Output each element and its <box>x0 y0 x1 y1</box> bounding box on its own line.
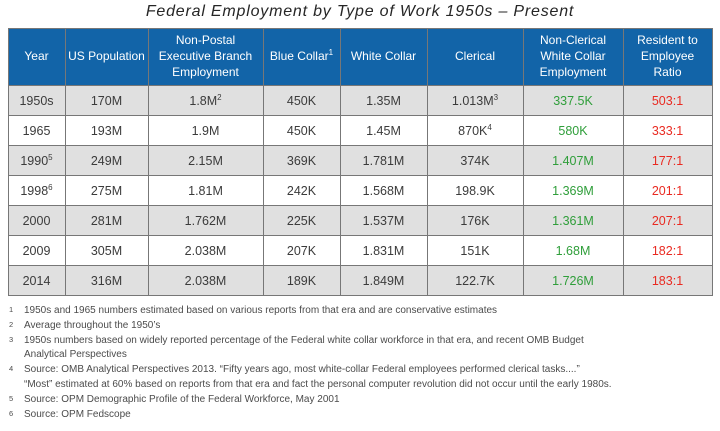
cell-blue-collar: 189K <box>263 266 340 296</box>
cell-non-clerical: 1.361M <box>523 206 623 236</box>
cell-non-postal: 1.9M <box>148 116 263 146</box>
cell-clerical: 151K <box>427 236 523 266</box>
cell-white-collar: 1.831M <box>340 236 427 266</box>
footnote-number: 1 <box>9 305 14 314</box>
cell-us-population: 170M <box>65 86 148 116</box>
cell-non-clerical: 1.369M <box>523 176 623 206</box>
cell-non-postal: 2.15M <box>148 146 263 176</box>
cell-non-postal: 1.762M <box>148 206 263 236</box>
cell-white-collar: 1.849M <box>340 266 427 296</box>
footnote-text: “Most” estimated at 60% based on reports from that era and fact the personal computer revolution did not occur until the early 1980s. <box>24 378 612 390</box>
cell-clerical: 176K <box>427 206 523 236</box>
cell-blue-collar: 242K <box>263 176 340 206</box>
federal-employment-table <box>8 28 713 296</box>
footnote-3 <box>0 334 720 364</box>
cell-white-collar: 1.537M <box>340 206 427 236</box>
table-row-2000 <box>8 206 712 236</box>
cell-non-clerical: 1.68M <box>523 236 623 266</box>
footnote-number: 2 <box>9 319 14 329</box>
col-header-non-postal-executive-branch: Non-Postal Executive Branch Employment <box>148 29 263 86</box>
cell-blue-collar: 207K <box>263 236 340 266</box>
cell-non-clerical: 337.5K <box>523 86 623 116</box>
table-row-1965 <box>8 116 712 146</box>
cell-non-clerical: 1.407M <box>523 146 623 176</box>
cell-year: 2009 <box>8 236 65 266</box>
footnote-text: Source: OPM Fedscope <box>24 408 131 420</box>
table-row-2009 <box>8 236 712 266</box>
footnote-4 <box>0 363 720 393</box>
footnote-6 <box>0 408 720 423</box>
col-header-non-clerical-white-collar: Non-Clerical White Collar Employment <box>523 29 623 86</box>
table-row-2014 <box>8 266 712 296</box>
cell-year: 1990$^5$ <box>8 146 65 176</box>
footnote-text: 1950s and 1965 numbers estimated based on various reports from that era and are conservative estimates <box>24 305 498 316</box>
cell-clerical: 198.9K <box>427 176 523 206</box>
cell-clerical: $1.013M^3$ <box>427 86 523 116</box>
cell-us-population: 316M <box>65 266 148 296</box>
cell-ratio: 201:1 <box>623 176 712 206</box>
cell-year: 1950s <box>8 86 65 116</box>
footnote-number: 6 <box>9 408 14 418</box>
cell-non-clerical: 580K <box>523 116 623 146</box>
cell-white-collar: 1.45M <box>340 116 427 146</box>
footnote-number: 3 <box>9 334 14 344</box>
cell-blue-collar: 225K <box>263 206 340 236</box>
cell-white-collar: 1.568M <box>340 176 427 206</box>
cell-us-population: 305M <box>65 236 148 266</box>
cell-white-collar: 1.781M <box>340 146 427 176</box>
cell-us-population: 281M <box>65 206 148 236</box>
table-row-1998 <box>8 176 712 206</box>
footnote-number: 5 <box>9 393 14 403</box>
cell-non-postal: 1.81M <box>148 176 263 206</box>
cell-non-postal: 2.038M <box>148 266 263 296</box>
cell-non-postal: 2.038M <box>148 236 263 266</box>
cell-year: 1998$^6$ <box>8 176 65 206</box>
footnote-text: Source: OPM Demographic Profile of the Federal Workforce, May 2001 <box>24 393 340 405</box>
table-row-1950s <box>8 86 712 116</box>
cell-us-population: 249M <box>65 146 148 176</box>
cell-blue-collar: 450K <box>263 86 340 116</box>
col-header-year: Year <box>8 29 65 86</box>
cell-us-population: 275M <box>65 176 148 206</box>
cell-ratio: 177:1 <box>623 146 712 176</box>
footnote-text: 1950s numbers based on widely reported percentage of the Federal white collar workforce in that era, and recent OMB Budget <box>24 334 584 346</box>
cell-white-collar: 1.35M <box>340 86 427 116</box>
cell-ratio: 182:1 <box>623 236 712 266</box>
footnote-text: Source: OMB Analytical Perspectives 2013. “Fifty years ago, most white-collar Federal employees performed clerical tasks....” <box>24 364 580 376</box>
cell-non-postal: $1.8M^2$ <box>148 86 263 116</box>
page <box>0 2 720 422</box>
cell-us-population: 193M <box>65 116 148 146</box>
cell-ratio: 207:1 <box>623 206 712 236</box>
page-title: Federal Employment by Type of Work 1950s – Present <box>145 3 575 20</box>
footnote-1 <box>0 304 720 319</box>
col-header-resident-employee-ratio: Resident to Employee Ratio <box>623 29 712 86</box>
cell-clerical: 374K <box>427 146 523 176</box>
cell-clerical: 122.7K <box>427 266 523 296</box>
footnote-number: 4 <box>9 364 14 374</box>
cell-blue-collar: 450K <box>263 116 340 146</box>
footnotes <box>0 304 720 422</box>
cell-clerical: $870K^4$ <box>427 116 523 146</box>
header-row <box>8 29 712 86</box>
table-row-1990 <box>8 146 712 176</box>
col-header-clerical: Clerical <box>427 29 523 86</box>
footnote-5 <box>0 393 720 408</box>
cell-blue-collar: 369K <box>263 146 340 176</box>
col-header-us-population: US Population <box>65 29 148 86</box>
cell-ratio: 503:1 <box>623 86 712 116</box>
footnote-text: Average throughout the 1950’s <box>24 319 161 331</box>
cell-ratio: 333:1 <box>623 116 712 146</box>
cell-year: 1965 <box>8 116 65 146</box>
footnote-text: Analytical Perspectives <box>24 349 127 361</box>
col-header-white-collar: White Collar <box>340 29 427 86</box>
cell-ratio: 183:1 <box>623 266 712 296</box>
col-header-blue-collar: Blue Collar$^1$ <box>263 29 340 86</box>
cell-year: 2014 <box>8 266 65 296</box>
footnote-2 <box>0 319 720 334</box>
cell-non-clerical: 1.726M <box>523 266 623 296</box>
cell-year: 2000 <box>8 206 65 236</box>
